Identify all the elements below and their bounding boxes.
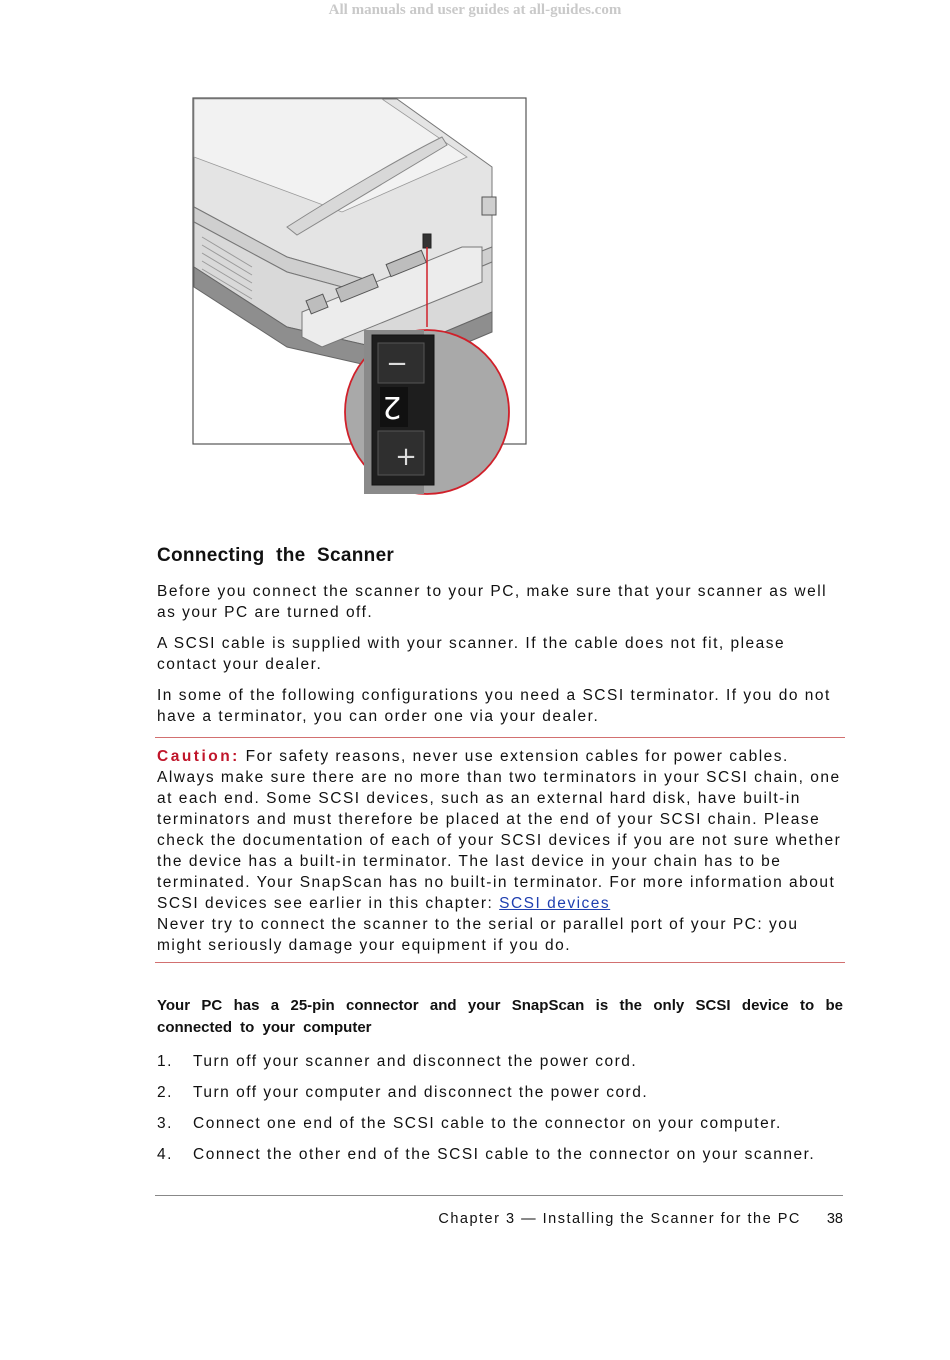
section-title: Connecting the Scanner <box>157 545 395 566</box>
caution-box <box>155 737 845 963</box>
caution-warning: Never try to connect the scanner to the serial or parallel port of your PC: you might seriously damage your equipment if you do. <box>157 916 799 954</box>
scsi-id-label: 2 <box>382 389 402 424</box>
subsection-title: Your PC has a 25-pin connector and your SnapScan is the only SCSI device to be connected to your computer <box>157 997 843 1036</box>
list-item: 1. Turn off your scanner and disconnect the power cord. <box>157 1053 638 1070</box>
main-content <box>157 545 843 1175</box>
paragraph-3: In some of the following configurations you need a SCSI terminator. If you do not have a terminator, you can order one via your dealer. <box>157 687 831 725</box>
steps-list <box>157 1051 843 1165</box>
watermark: All manuals and user guides at all-guides.com <box>328 2 622 18</box>
plus-label: + <box>395 442 417 472</box>
footer-divider <box>155 1195 843 1196</box>
paragraph-2: A SCSI cable is supplied with your scanner. If the cable does not fit, please contact your dealer. <box>157 635 786 673</box>
list-item: 4. Connect the other end of the SCSI cable to the connector on your scanner. <box>157 1146 816 1163</box>
chapter-title: Chapter 3 — Installing the Scanner for the PC <box>438 1211 801 1227</box>
list-item: 2. Turn off your computer and disconnect the power cord. <box>157 1084 649 1101</box>
page-footer <box>155 1211 843 1227</box>
caution-text: For safety reasons, never use extension cables for power cables. Always make sure there are no more than two terminators in your SCSI chain, one at each end. Some SCSI devices, such as an external hard disk, have built-in terminators and must therefore be placed at the end of your SCSI chain. Please check the documentation of each of your SCSI devices if you are not sure whether the device has a built-in terminator. The last device in your chain has to be terminated. Your SnapScan has no built-in terminator. For more information about SCSI devices see earlier in this chapter: <box>157 748 842 912</box>
scanner-illustration <box>192 97 528 497</box>
minus-label: − <box>386 349 408 379</box>
paragraph-1: Before you connect the scanner to your PC, make sure that your scanner as well as your PC are turned off. <box>157 583 828 621</box>
list-item: 3. Connect one end of the SCSI cable to the connector on your computer. <box>157 1115 782 1132</box>
scsi-devices-link[interactable]: SCSI devices <box>499 895 611 912</box>
page-number: 38 <box>826 1211 843 1227</box>
caution-label: Caution: <box>157 748 240 765</box>
